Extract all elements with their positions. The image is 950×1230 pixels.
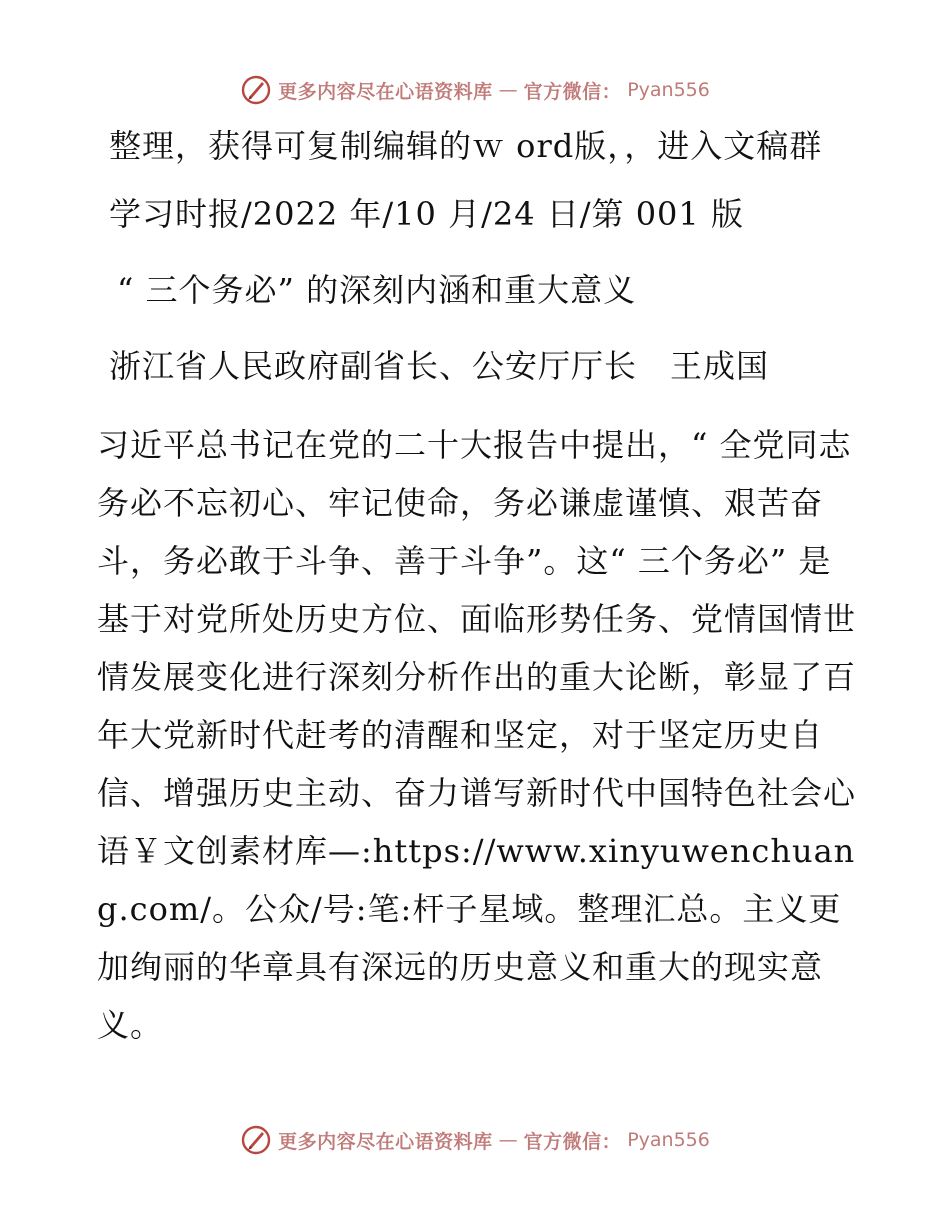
intro-line: 整理，获得可复制编辑的ｗ ord版，，进入文稿群	[109, 127, 823, 165]
article-body: 习近平总书记在党的二十大报告中提出，“ 全党同志务必不忘初心、牢记使命，务必谦虚谨慎、艰苦奋斗，务必敢于斗争、善于斗争”。这“ 三个务必” 是基于对党所处历史方位、面临形势任务、党情国情世情发展变化进行深刻分析作出的重大论断，彰显了百年大党新时代赶考的清醒和坚定，对于坚定历史自信、增强历史主动、奋力谱写新时代中国特色社会心语￥文创素材库—:https://www.xinyuwenchuang.com/。公众/号:笔:杆子星域。整理汇总。主义更加绚丽的华章具有深远的历史意义和重大的现实意义。	[97, 426, 857, 1044]
banner-text: 更多内容尽在心语资料库	[278, 80, 493, 103]
banner-text: 更多内容尽在心语资料库	[278, 1130, 493, 1153]
publication-meta: 学习时报/2022 年/10 月/24 日/第 001 版	[109, 195, 744, 233]
document-content	[97, 120, 857, 1054]
banner-wechat-id: Pyan556	[627, 1129, 710, 1151]
banner-dash: —	[498, 79, 518, 101]
article-title: “ 三个务必” 的深刻内涵和重大意义	[117, 271, 637, 309]
banner-wechat-id: Pyan556	[627, 79, 710, 101]
banner-dash: —	[498, 1129, 518, 1151]
footer-watermark	[0, 1120, 950, 1160]
banner-wechat-label: 官方微信：	[523, 80, 622, 103]
quill-seal-icon	[240, 74, 272, 106]
quill-seal-icon	[240, 1124, 272, 1156]
banner-wechat-label: 官方微信：	[523, 1130, 622, 1153]
article-author: 浙江省人民政府副省长、公安厅厅长 王成国	[109, 347, 770, 385]
header-watermark	[0, 70, 950, 110]
